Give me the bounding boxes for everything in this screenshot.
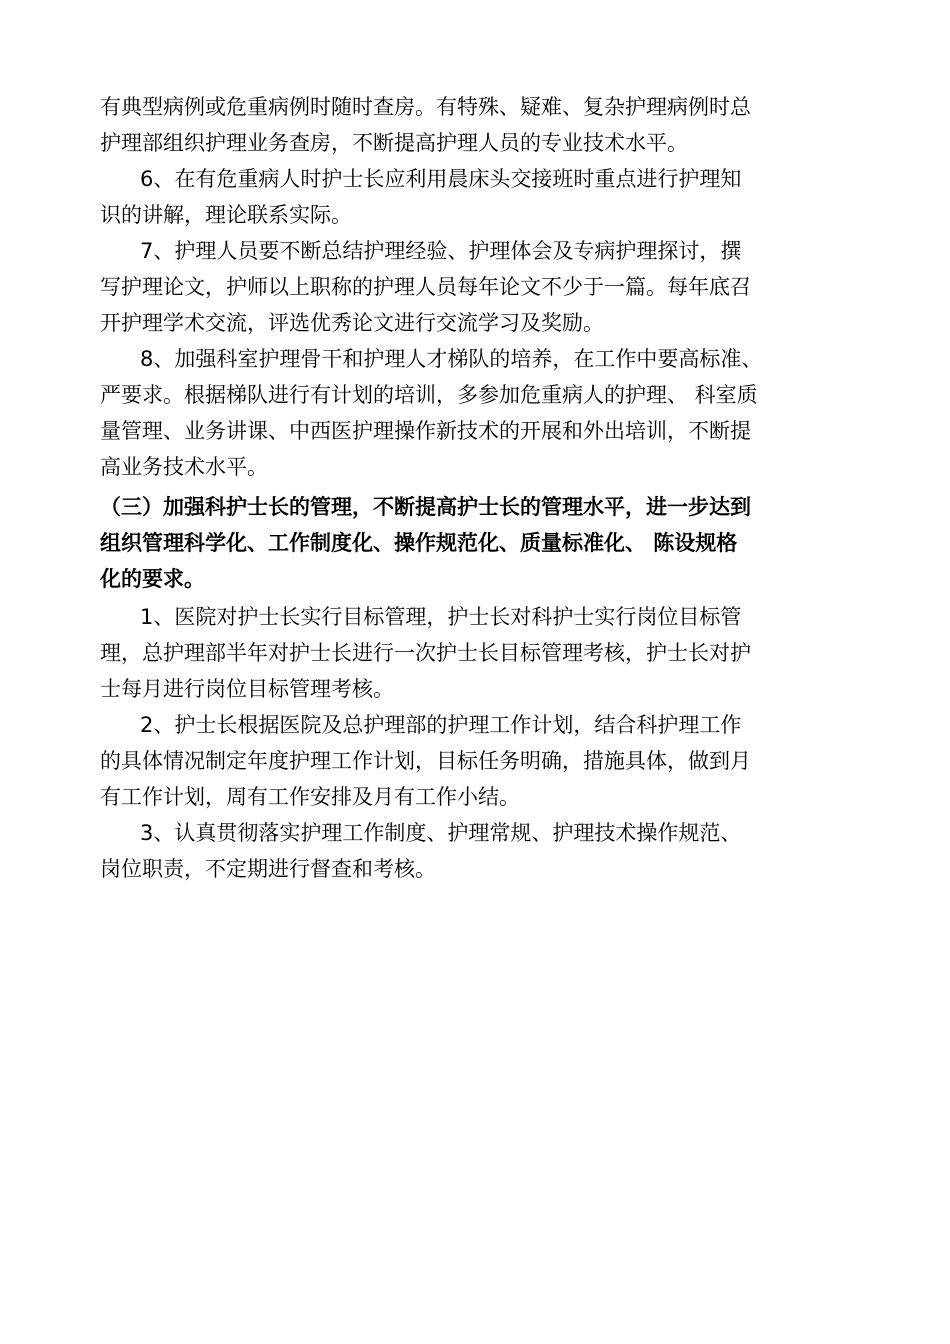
text-line: 有典型病例或危重病例时随时查房。有特殊、疑难、复杂护理病例时总 [100, 95, 751, 119]
heading-line: （三）加强科护士长的管理，不断提高护士长的管理水平，进一步达到 [100, 495, 751, 519]
text-line: 开护理学术交流，评选优秀论文进行交流学习及奖励。 [100, 311, 604, 335]
paragraph-item-6 [100, 161, 840, 233]
paragraph-item-1 [100, 599, 840, 707]
text-line: 识的讲解，理论联系实际。 [100, 203, 352, 227]
section-heading-3 [100, 489, 840, 597]
text-line: 3、认真贯彻落实护理工作制度、护理常规、护理技术操作规范、 [140, 821, 742, 845]
text-line: 护理部组织护理业务查房，不断提高护理人员的专业技术水平。 [100, 131, 688, 155]
paragraph-item-8 [100, 341, 840, 485]
text-line: 理，总护理部半年对护士长进行一次护士长目标管理考核，护士长对护 [100, 641, 751, 665]
text-line: 2、护士长根据医院及总护理部的护理工作计划，结合科护理工作 [140, 713, 742, 737]
text-line: 8、加强科室护理骨干和护理人才梯队的培养，在工作中要高标准、 [140, 347, 763, 371]
text-line: 量管理、业务讲课、中西医护理操作新技术的开展和外出培训，不断提 [100, 419, 751, 443]
text-line: 1、医院对护士长实行目标管理，护士长对科护士实行岗位目标管 [140, 605, 742, 629]
paragraph-item-3 [100, 815, 840, 887]
text-line: 有工作计划，周有工作安排及月有工作小结。 [100, 785, 520, 809]
text-line: 士每月进行岗位目标管理考核。 [100, 677, 394, 701]
paragraph-ward-rounds [100, 89, 840, 161]
text-line: 6、在有危重病人时护士长应利用晨床头交接班时重点进行护理知 [140, 167, 742, 191]
paragraph-item-2 [100, 707, 840, 815]
text-line: 7、护理人员要不断总结护理经验、护理体会及专病护理探讨，撰 [140, 239, 742, 263]
text-line: 岗位职责，不定期进行督查和考核。 [100, 857, 436, 881]
text-line: 的具体情况制定年度护理工作计划，目标任务明确，措施具体，做到月 [100, 749, 751, 773]
heading-line: 化的要求。 [100, 567, 205, 591]
text-line: 高业务技术水平。 [100, 455, 268, 479]
heading-line: 组织管理科学化、工作制度化、操作规范化、质量标准化、 陈设规格 [100, 531, 738, 555]
text-line: 写护理论文，护师以上职称的护理人员每年论文不少于一篇。每年底召 [100, 275, 751, 299]
paragraph-item-7 [100, 233, 840, 341]
document-page [100, 89, 840, 887]
text-line: 严要求。根据梯队进行有计划的培训，多参加危重病人的护理、 科室质 [100, 383, 758, 407]
